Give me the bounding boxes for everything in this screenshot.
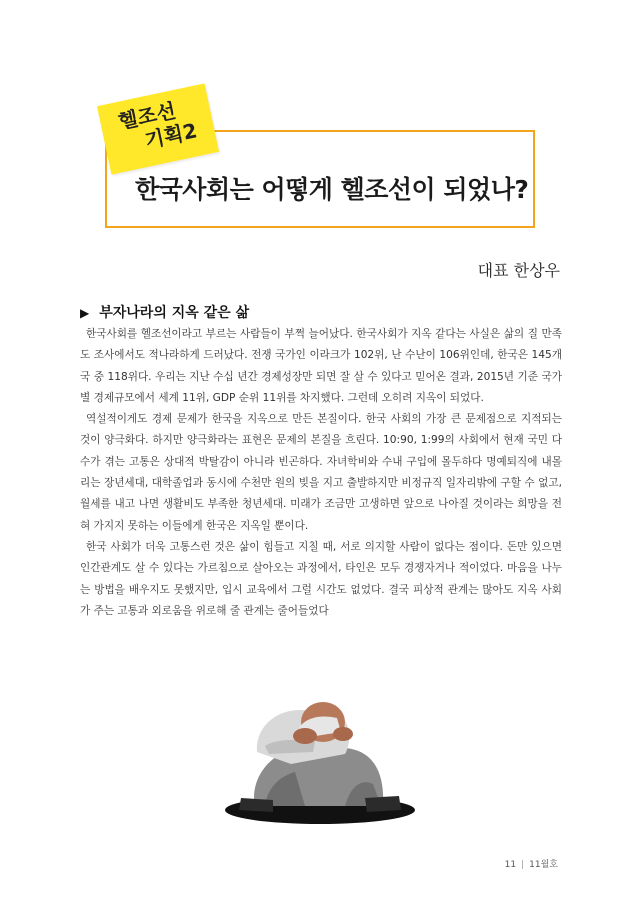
issue-label: 11월호 [529, 860, 558, 870]
paragraph: 한국 사회가 더욱 고통스런 것은 삶이 힘들고 지칠 때, 서로 의지할 사람이 없다는 점이다. 돈만 있으면 인간관계도 살 수 있다는 가르침으로 살아오는 과정에서, 타인은 모두 경쟁자거나 적이었다. 마음을 나누는 방법을 배우지도 못했지만, 입시 교육에서 그럴 시간도 없었다. 결국 피상적 관계는 많아도 지옥 사회가 주는 고통과 외로움을 위로해 줄 관계는 줄어들었다 [80, 540, 562, 617]
sticker-line-1: 헬조선 [116, 98, 178, 134]
article-body [80, 324, 562, 622]
triangle-bullet-icon: ▶ [80, 306, 90, 320]
author-byline: 대표 한상우 [477, 261, 560, 280]
page-footer [505, 857, 558, 870]
crouching-man-icon [195, 688, 445, 828]
paragraph: 역설적이게도 경제 문제가 한국을 지옥으로 만든 본질이다. 한국 사회의 가장 큰 문제점으로 지적되는 것이 양극화다. 하지만 양극화라는 표현은 문제의 본질을 흐린다. 10:90, 1:99의 사회에서 현재 국민 다수가 겪는 고통은 상대적 박탈감이 아니라 빈곤하다. 자녀학비와 수내 구입에 몰두하다 명예퇴직에 내몰리는 장년세대, 대학졸업과 동시에 수천만 원의 빚을 지고 출발하지만 비정규직 일자리밖에 구할 수 없고, 월세를 내고 나면 생활비도 부족한 청년세대. 미래가 조금만 고생하면 앞으로 나아질 것이라는 희망을 전혀 가지지 못하는 이들에게 한국은 지옥일 뿐이다. [80, 413, 562, 532]
section-heading-text: 부자나라의 지옥 같은 삶 [99, 305, 250, 321]
paragraph: 한국사회를 헬조선이라고 부르는 사람들이 부쩍 늘어났다. 한국사회가 지옥 같다는 사실은 삶의 질 만족도 조사에서도 적나라하게 드러났다. 전쟁 국가인 이라크가 102위, 난 수난이 106위인데, 한국은 145개국 중 118위다. 우리는 지난 수십 년간 경제성장만 되면 잘 살 수 있다고 믿어온 결과, 2015년 기준 국가별 경제규모에서 세계 11위, GDP 순위 11위를 차지했다. 그런데 오히려 지옥이 되었다. [80, 328, 562, 404]
crouching-man-illustration [195, 688, 445, 828]
sticker-line-2: 기획2 [142, 118, 200, 153]
footer-divider: | [521, 860, 525, 870]
section-heading [80, 302, 249, 322]
page-title: 한국사회는 어떻게 헬조선이 되었나? [135, 175, 529, 204]
page-number: 11 [504, 860, 517, 870]
